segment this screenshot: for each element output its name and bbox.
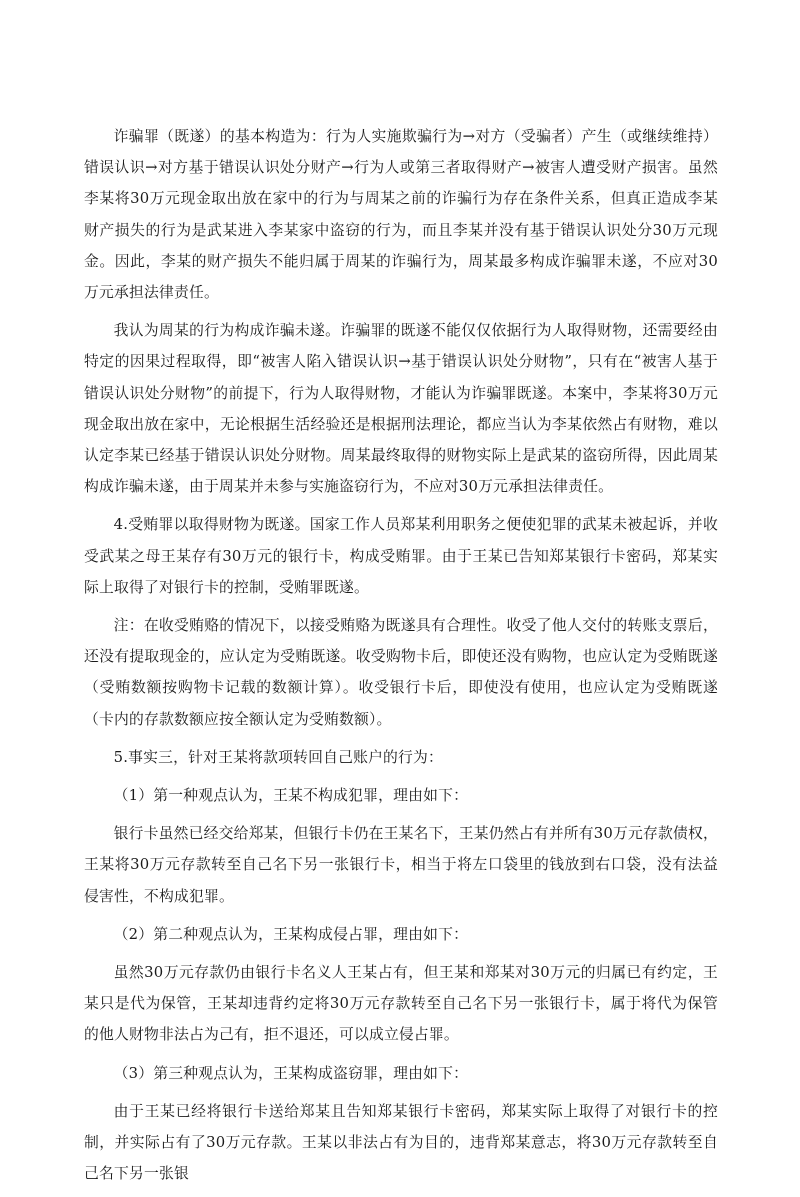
paragraph-fact-three-heading: 5.事实三，针对王某将款项转回自己账户的行为： (113, 748, 444, 766)
paragraph-view-three-reason: 由于王某已经将银行卡送给郑某且告知郑某银行卡密码，郑某实际上取得了对银行卡的控制，并实际占有了30万元存款。王某以非法占有为目的，违背郑某意志，将30万元存款转至自己名下另一张银 (84, 1102, 718, 1183)
paragraph-view-three-heading: （3）第三种观点认为，王某构成盗窃罪，理由如下： (113, 1064, 469, 1082)
document-page (84, 121, 718, 1197)
paragraph-fraud-attempt-opinion: 我认为周某的行为构成诈骗未遂。诈骗罪的既遂不能仅仅依据行为人取得财物，还需要经由特定的因果过程取得，即“被害人陷入错误认识→基于错误认识处分财物”，只有在“被害人基于错误认识处分财物”的前提下，行为人取得财物，才能认为诈骗罪既遂。本案中，李某将30万元现金取出放在家中，无论根据生活经验还是根据刑法理论，都应当认为李某依然占有财物，难以认定李某已经基于错误认识处分财物。周某最终取得的财物实际上是武某的盗窃所得，因此周某构成诈骗未遂，由于周某并未参与实施盗窃行为，不应对30万元承担法律责任。 (84, 322, 718, 496)
paragraph-view-two-reason: 虽然30万元存款仍由银行卡名义人王某占有，但王某和郑某对30万元的归属已有约定，王某只是代为保管，王某却违背约定将30万元存款转至自己名下另一张银行卡，属于将代为保管的他人财物非法占为己有，拒不退还，可以成立侵占罪。 (84, 964, 718, 1044)
paragraph-view-one-heading: （1）第一种观点认为，王某不构成犯罪，理由如下： (113, 787, 469, 805)
paragraph-bribery: 4.受贿罪以取得财物为既遂。国家工作人员郑某利用职务之便使犯罪的武某未被起诉，并收受武某之母王某存有30万元的银行卡，构成受贿罪。由于王某已告知郑某银行卡密码，郑某实际上取得了对银行卡的控制，受贿罪既遂。 (84, 516, 718, 596)
paragraph-bribery-note: 注：在收受贿赂的情况下，以接受贿赂为既遂具有合理性。收受了他人交付的转账支票后，还没有提取现金的，应认定为受贿既遂。收受购物卡后，即使还没有购物，也应认定为受贿既遂（受贿数额按购物卡记载的数额计算）。收受银行卡后，即使没有使用，也应认定为受贿既遂（卡内的存款数额应按全额认定为受贿数额）。 (84, 617, 718, 728)
paragraph-view-one-reason: 银行卡虽然已经交给郑某，但银行卡仍在王某名下，王某仍然占有并所有30万元存款债权，王某将30万元存款转至自己名下另一张银行卡，相当于将左口袋里的钱放到右口袋，没有法益侵害性，不构成犯罪。 (84, 825, 718, 905)
paragraph-view-two-heading: （2）第二种观点认为，王某构成侵占罪，理由如下： (113, 925, 469, 943)
paragraph-fraud-structure: 诈骗罪（既遂）的基本构造为：行为人实施欺骗行为→对方（受骗者）产生（或继续维持）错误认识→对方基于错误认识处分财产→行为人或第三者取得财产→被害人遭受财产损害。虽然李某将30万元现金取出放在家中的行为与周某之前的诈骗行为存在条件关系，但真正造成李某财产损失的行为是武某进入李某家中盗窃的行为，而且李某并没有基于错误认识处分30万元现金。因此，李某的财产损失不能归属于周某的诈骗行为，周某最多构成诈骗罪未遂，不应对30万元承担法律责任。 (84, 128, 718, 302)
